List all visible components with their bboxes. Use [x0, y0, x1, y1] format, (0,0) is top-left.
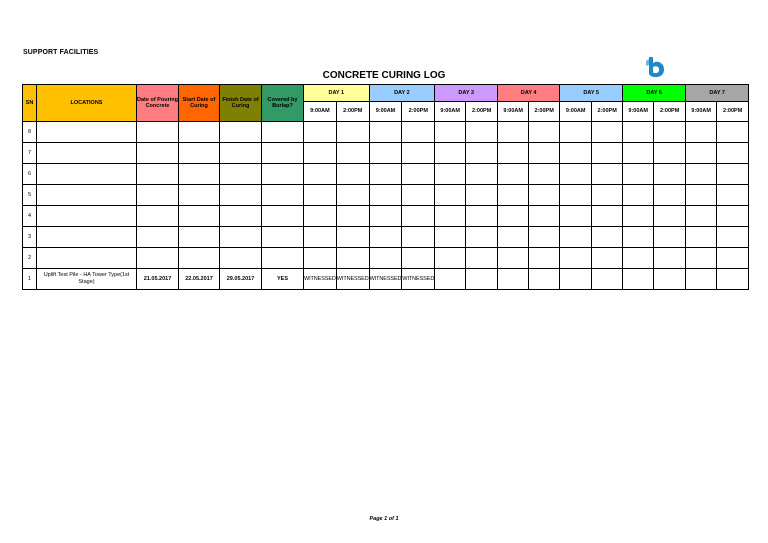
check-cell[interactable] — [529, 164, 560, 185]
check-cell[interactable] — [717, 164, 749, 185]
table-row — [23, 122, 749, 143]
check-cell[interactable] — [654, 269, 686, 290]
check-cell[interactable] — [336, 185, 369, 206]
finish-date-cell[interactable] — [220, 185, 262, 206]
burlap-cell[interactable] — [262, 122, 304, 143]
check-cell[interactable] — [529, 248, 560, 269]
burlap-cell[interactable] — [262, 206, 304, 227]
check-cell[interactable] — [717, 206, 749, 227]
time-header: 2:00PM — [654, 102, 686, 122]
check-cell[interactable] — [592, 143, 623, 164]
table-row — [23, 269, 749, 290]
check-cell[interactable]: WITNESSED — [402, 269, 435, 290]
check-cell[interactable] — [560, 164, 592, 185]
section-title: SUPPORT FACILITIES — [23, 49, 99, 56]
check-cell[interactable] — [623, 227, 654, 248]
check-cell[interactable] — [402, 122, 435, 143]
check-cell[interactable] — [717, 122, 749, 143]
check-cell[interactable] — [717, 269, 749, 290]
check-cell[interactable] — [560, 269, 592, 290]
pouring-date-cell[interactable] — [137, 227, 179, 248]
check-cell[interactable] — [560, 206, 592, 227]
row-number[interactable]: 3 — [23, 227, 37, 248]
location-cell[interactable] — [37, 143, 137, 164]
check-cell[interactable] — [686, 227, 717, 248]
check-cell[interactable] — [498, 164, 529, 185]
check-cell[interactable] — [466, 269, 498, 290]
day-5-header: DAY 5 — [560, 85, 623, 102]
check-cell[interactable] — [402, 185, 435, 206]
check-cell[interactable] — [435, 206, 466, 227]
table-row — [23, 143, 749, 164]
check-cell[interactable] — [435, 164, 466, 185]
check-cell[interactable] — [336, 248, 369, 269]
check-cell[interactable] — [560, 122, 592, 143]
log-title: CONCRETE CURING LOG — [322, 70, 446, 81]
table-row — [23, 248, 749, 269]
check-cell[interactable] — [498, 206, 529, 227]
row-number[interactable]: 8 — [23, 122, 37, 143]
check-cell[interactable] — [336, 143, 369, 164]
check-cell[interactable] — [435, 122, 466, 143]
burlap-cell[interactable] — [262, 227, 304, 248]
check-cell[interactable] — [623, 269, 654, 290]
day-3-header: DAY 3 — [435, 85, 498, 102]
check-cell[interactable] — [435, 185, 466, 206]
location-cell[interactable] — [37, 185, 137, 206]
table-row — [23, 164, 749, 185]
time-header: 2:00PM — [466, 102, 498, 122]
time-header: 2:00PM — [336, 102, 369, 122]
finish-date-header: Finish Date of Curing — [220, 85, 262, 122]
check-cell[interactable] — [498, 248, 529, 269]
check-cell[interactable] — [717, 143, 749, 164]
burlap-cell[interactable] — [262, 248, 304, 269]
check-cell[interactable] — [369, 206, 402, 227]
check-cell[interactable] — [466, 227, 498, 248]
check-cell[interactable] — [369, 248, 402, 269]
check-cell[interactable] — [717, 185, 749, 206]
check-cell[interactable] — [686, 143, 717, 164]
pouring-date-cell[interactable] — [137, 164, 179, 185]
location-cell[interactable] — [37, 248, 137, 269]
check-cell[interactable] — [304, 248, 337, 269]
check-cell[interactable] — [654, 122, 686, 143]
check-cell[interactable] — [623, 185, 654, 206]
finish-date-cell[interactable] — [220, 143, 262, 164]
burlap-cell[interactable] — [262, 185, 304, 206]
row-number[interactable]: 1 — [23, 269, 37, 290]
check-cell[interactable] — [304, 164, 337, 185]
check-cell[interactable] — [623, 206, 654, 227]
check-cell[interactable] — [529, 269, 560, 290]
check-cell[interactable] — [717, 227, 749, 248]
time-header: 9:00AM — [304, 102, 337, 122]
page-number: Page 1 of 1 — [369, 516, 399, 522]
day-4-header: DAY 4 — [498, 85, 560, 102]
check-cell[interactable] — [592, 248, 623, 269]
start-date-cell[interactable] — [179, 248, 220, 269]
check-cell[interactable]: WITNESSED — [369, 269, 402, 290]
check-cell[interactable] — [686, 185, 717, 206]
time-header: 2:00PM — [402, 102, 435, 122]
check-cell[interactable] — [686, 248, 717, 269]
finish-date-cell[interactable] — [220, 164, 262, 185]
check-cell[interactable] — [498, 185, 529, 206]
check-cell[interactable] — [498, 143, 529, 164]
check-cell[interactable] — [623, 248, 654, 269]
finish-date-cell[interactable] — [220, 227, 262, 248]
check-cell[interactable] — [686, 269, 717, 290]
check-cell[interactable] — [369, 122, 402, 143]
burlap-cell[interactable]: YES — [262, 269, 304, 290]
check-cell[interactable] — [466, 185, 498, 206]
row-number[interactable]: 2 — [23, 248, 37, 269]
time-header: 9:00AM — [560, 102, 592, 122]
check-cell[interactable] — [623, 122, 654, 143]
check-cell[interactable] — [498, 122, 529, 143]
check-cell[interactable] — [592, 269, 623, 290]
pouring-date-cell[interactable] — [137, 122, 179, 143]
check-cell[interactable] — [435, 143, 466, 164]
check-cell[interactable] — [623, 164, 654, 185]
time-header: 9:00AM — [435, 102, 466, 122]
check-cell[interactable] — [336, 164, 369, 185]
table-row — [23, 185, 749, 206]
check-cell[interactable] — [435, 269, 466, 290]
check-cell[interactable] — [654, 164, 686, 185]
day-2-header: DAY 2 — [369, 85, 435, 102]
start-date-header: Start Date of Curing — [179, 85, 220, 122]
check-cell[interactable] — [529, 122, 560, 143]
finish-date-cell[interactable]: 29.05.2017 — [220, 269, 262, 290]
pouring-date-header: Date of Pouring Concrete — [137, 85, 179, 122]
check-cell[interactable] — [336, 206, 369, 227]
time-header: 9:00AM — [686, 102, 717, 122]
check-cell[interactable] — [654, 185, 686, 206]
burlap-header: Covered by Burlap? — [262, 85, 304, 122]
check-cell[interactable] — [623, 143, 654, 164]
finish-date-cell[interactable] — [220, 248, 262, 269]
time-header: 9:00AM — [369, 102, 402, 122]
check-cell[interactable] — [498, 269, 529, 290]
day-1-header: DAY 1 — [304, 85, 370, 102]
check-cell[interactable] — [560, 227, 592, 248]
check-cell[interactable] — [466, 164, 498, 185]
check-cell[interactable] — [560, 185, 592, 206]
check-cell[interactable] — [529, 185, 560, 206]
location-cell[interactable] — [37, 227, 137, 248]
check-cell[interactable] — [654, 206, 686, 227]
check-cell[interactable] — [369, 143, 402, 164]
time-header: 9:00AM — [498, 102, 529, 122]
start-date-cell[interactable] — [179, 206, 220, 227]
check-cell[interactable] — [592, 185, 623, 206]
check-cell[interactable] — [529, 227, 560, 248]
pouring-date-cell[interactable] — [137, 185, 179, 206]
time-header: 2:00PM — [592, 102, 623, 122]
sn-header: SN — [23, 85, 37, 122]
start-date-cell[interactable] — [179, 227, 220, 248]
check-cell[interactable] — [435, 227, 466, 248]
finish-date-cell[interactable] — [220, 122, 262, 143]
check-cell[interactable] — [402, 206, 435, 227]
check-cell[interactable] — [402, 248, 435, 269]
check-cell[interactable] — [402, 227, 435, 248]
check-cell[interactable] — [336, 122, 369, 143]
location-cell[interactable] — [37, 164, 137, 185]
location-cell[interactable]: Uplift Test Pile - HA Tower Type(1st Stage) — [37, 269, 137, 290]
check-cell[interactable] — [466, 122, 498, 143]
check-cell[interactable] — [304, 206, 337, 227]
check-cell[interactable] — [304, 122, 337, 143]
check-cell[interactable] — [304, 185, 337, 206]
check-cell[interactable] — [592, 206, 623, 227]
check-cell[interactable]: WITNESSED — [304, 269, 337, 290]
time-header: 2:00PM — [529, 102, 560, 122]
check-cell[interactable] — [592, 164, 623, 185]
check-cell[interactable] — [717, 248, 749, 269]
check-cell[interactable] — [529, 143, 560, 164]
curing-log-table — [22, 84, 749, 290]
check-cell[interactable] — [592, 227, 623, 248]
day-6-header: DAY 6 — [623, 85, 686, 102]
check-cell[interactable] — [369, 185, 402, 206]
check-cell[interactable] — [654, 143, 686, 164]
pouring-date-cell[interactable] — [137, 206, 179, 227]
check-cell[interactable]: WITNESSED — [336, 269, 369, 290]
check-cell[interactable] — [369, 227, 402, 248]
row-number[interactable]: 6 — [23, 164, 37, 185]
check-cell[interactable] — [686, 206, 717, 227]
check-cell[interactable] — [560, 143, 592, 164]
check-cell[interactable] — [304, 143, 337, 164]
check-cell[interactable] — [466, 143, 498, 164]
finish-date-cell[interactable] — [220, 206, 262, 227]
pouring-date-cell[interactable] — [137, 143, 179, 164]
check-cell[interactable] — [654, 248, 686, 269]
check-cell[interactable] — [304, 227, 337, 248]
row-number[interactable]: 5 — [23, 185, 37, 206]
pouring-date-cell[interactable]: 21.05.2017 — [137, 269, 179, 290]
check-cell[interactable] — [435, 248, 466, 269]
check-cell[interactable] — [654, 227, 686, 248]
start-date-cell[interactable] — [179, 185, 220, 206]
burlap-cell[interactable] — [262, 164, 304, 185]
check-cell[interactable] — [529, 206, 560, 227]
check-cell[interactable] — [402, 143, 435, 164]
check-cell[interactable] — [592, 122, 623, 143]
row-number[interactable]: 4 — [23, 206, 37, 227]
check-cell[interactable] — [686, 122, 717, 143]
row-number[interactable]: 7 — [23, 143, 37, 164]
location-cell[interactable] — [37, 206, 137, 227]
table-row — [23, 227, 749, 248]
burlap-cell[interactable] — [262, 143, 304, 164]
check-cell[interactable] — [402, 164, 435, 185]
pouring-date-cell[interactable] — [137, 248, 179, 269]
day-7-header: DAY 7 — [686, 85, 749, 102]
check-cell[interactable] — [466, 248, 498, 269]
start-date-cell[interactable] — [179, 122, 220, 143]
time-header: 9:00AM — [623, 102, 654, 122]
table-row — [23, 206, 749, 227]
start-date-cell[interactable] — [179, 143, 220, 164]
log-body — [23, 122, 749, 290]
check-cell[interactable] — [686, 164, 717, 185]
locations-header: LOCATIONS — [37, 85, 137, 122]
start-date-cell[interactable] — [179, 164, 220, 185]
start-date-cell[interactable]: 22.05.2017 — [179, 269, 220, 290]
check-cell[interactable] — [498, 227, 529, 248]
check-cell[interactable] — [560, 248, 592, 269]
time-header: 2:00PM — [717, 102, 749, 122]
location-cell[interactable] — [37, 122, 137, 143]
check-cell[interactable] — [466, 206, 498, 227]
check-cell[interactable] — [369, 164, 402, 185]
check-cell[interactable] — [336, 227, 369, 248]
